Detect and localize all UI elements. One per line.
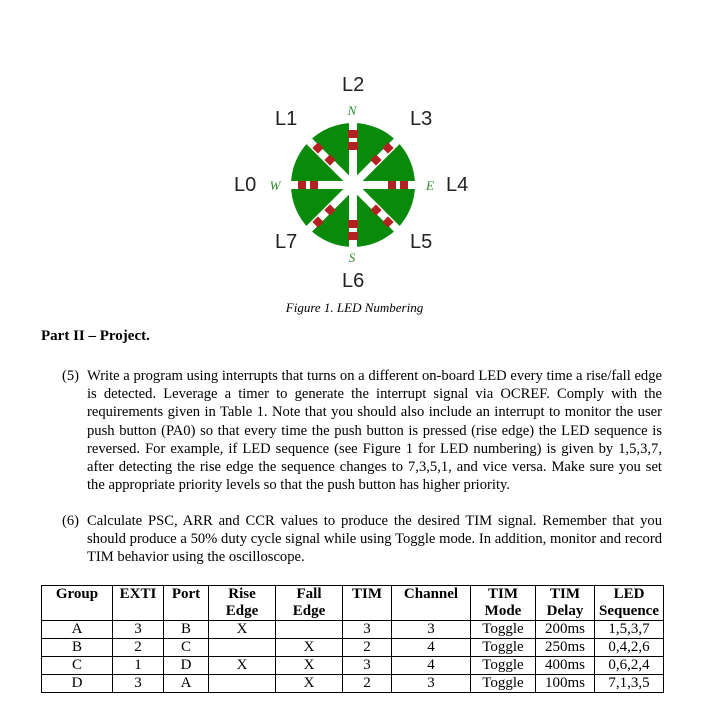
led-chip-l4b <box>400 181 408 189</box>
led-spokes <box>291 123 415 247</box>
compass-s-label: S <box>348 250 356 265</box>
cell-exti: 1 <box>113 657 164 675</box>
led-board-diagram <box>0 0 709 300</box>
cell-fall: X <box>276 675 343 693</box>
cell-exti: 3 <box>113 621 164 639</box>
cell-group: C <box>42 657 113 675</box>
cell-channel: 3 <box>392 621 471 639</box>
cell-mode: Toggle <box>471 621 536 639</box>
table-row <box>42 675 664 693</box>
cell-sequence: 0,4,2,6 <box>595 639 664 657</box>
led-label-l0: L0 <box>234 174 257 196</box>
cell-fall: X <box>276 639 343 657</box>
led-label-l5: L5 <box>410 231 433 253</box>
cell-group: B <box>42 639 113 657</box>
cell-sequence: 0,6,2,4 <box>595 657 664 675</box>
header-port: Port <box>164 586 209 621</box>
cell-exti: 2 <box>113 639 164 657</box>
header-channel: Channel <box>392 586 471 621</box>
header-tim-mode: TIM Mode <box>471 586 536 621</box>
table-row <box>42 639 664 657</box>
cell-port: C <box>164 639 209 657</box>
cell-exti: 3 <box>113 675 164 693</box>
cell-channel: 3 <box>392 675 471 693</box>
led-label-l7: L7 <box>275 231 298 253</box>
cell-rise: X <box>209 621 276 639</box>
list-item <box>62 512 662 567</box>
led-chip-l0a <box>298 181 306 189</box>
compass-n-label: N <box>347 103 357 118</box>
cell-delay: 250ms <box>536 639 595 657</box>
led-chip-l6a <box>348 220 358 228</box>
cell-fall: X <box>276 657 343 675</box>
cell-delay: 400ms <box>536 657 595 675</box>
led-label-l3: L3 <box>410 108 433 130</box>
cell-delay: 100ms <box>536 675 595 693</box>
table-row <box>42 657 664 675</box>
cell-channel: 4 <box>392 639 471 657</box>
cell-fall <box>276 621 343 639</box>
cell-port: A <box>164 675 209 693</box>
table-row <box>42 621 664 639</box>
header-exti: EXTI <box>113 586 164 621</box>
cell-group: A <box>42 621 113 639</box>
section-title: Part II – Project. <box>41 328 150 344</box>
cell-mode: Toggle <box>471 639 536 657</box>
led-chip-l2b <box>348 142 358 150</box>
header-group: Group <box>42 586 113 621</box>
compass-w-label: W <box>269 178 281 193</box>
header-led-sequence: LED Sequence <box>595 586 664 621</box>
cell-sequence: 1,5,3,7 <box>595 621 664 639</box>
header-fall-edge: Fall Edge <box>276 586 343 621</box>
figure-caption: Figure 1. LED Numbering <box>285 300 424 315</box>
requirements-table <box>41 585 664 693</box>
cell-mode: Toggle <box>471 675 536 693</box>
cell-channel: 4 <box>392 657 471 675</box>
compass-e-label: E <box>426 178 434 193</box>
cell-delay: 200ms <box>536 621 595 639</box>
header-tim: TIM <box>343 586 392 621</box>
cell-tim: 2 <box>343 639 392 657</box>
item-text: Calculate PSC, ARR and CCR values to produce the desired TIM signal. Remember that you should produce a 50% duty cycle signal while using Toggle mode. In addition, monitor and record TIM behavior using the oscilloscope. <box>87 513 662 566</box>
table-header-row <box>42 586 664 621</box>
header-tim-delay: TIM Delay <box>536 586 595 621</box>
cell-tim: 2 <box>343 675 392 693</box>
led-numbering-figure <box>0 0 709 330</box>
cell-mode: Toggle <box>471 657 536 675</box>
led-chip-l0b <box>310 181 318 189</box>
led-label-l1: L1 <box>275 108 298 130</box>
led-label-l6: L6 <box>342 270 365 292</box>
item-number: (6) <box>62 513 80 529</box>
cell-group: D <box>42 675 113 693</box>
cell-sequence: 7,1,3,5 <box>595 675 664 693</box>
led-label-l4: L4 <box>446 174 469 196</box>
cell-tim: 3 <box>343 657 392 675</box>
led-chip-l6b <box>348 232 358 240</box>
header-rise-edge: Rise Edge <box>209 586 276 621</box>
cell-port: D <box>164 657 209 675</box>
led-chip-l2a <box>348 130 358 138</box>
led-chip-l4a <box>388 181 396 189</box>
cell-rise: X <box>209 657 276 675</box>
item-text: Write a program using interrupts that turns on a different on-board LED every time a rise/fall edge is detected. Leverage a timer to generate the interrupt signal via OCREF. Comply with the requirements given in Table 1. Note that you should also include an interrupt to monitor the user push button (PA0) so that every time the push button is pressed (rise edge) the LED sequence is reversed. For example, if LED sequence (see Figure 1 for LED numbering) is given by 1,5,3,7, after detecting the rise edge the sequence changes to 7,3,5,1, and vice versa. Make sure you set the appropriate priority levels so that the push button has higher priority. <box>87 368 662 494</box>
cell-port: B <box>164 621 209 639</box>
cell-rise <box>209 639 276 657</box>
cell-rise <box>209 675 276 693</box>
led-label-l2: L2 <box>342 74 365 96</box>
list-item <box>62 367 662 494</box>
cell-tim: 3 <box>343 621 392 639</box>
item-number: (5) <box>62 368 80 384</box>
